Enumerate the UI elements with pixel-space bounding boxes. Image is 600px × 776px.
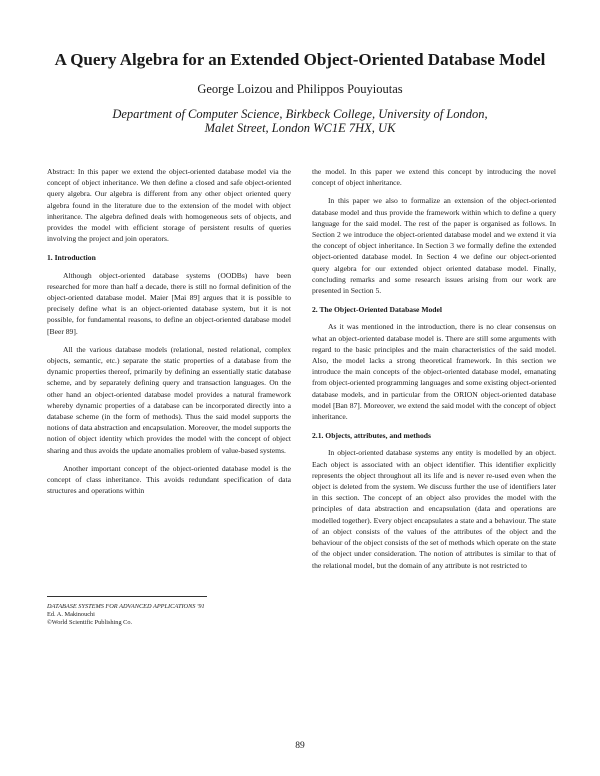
footnote (47, 603, 287, 627)
page-number: 89 (295, 741, 305, 751)
left-column (47, 166, 291, 503)
affiliation-line: Department of Computer Science, Birkbeck College, University of London, (112, 107, 488, 121)
footnote-rule (47, 596, 207, 597)
authors: George Loizou and Philippos Pouyioutas (197, 82, 403, 96)
paragraph: All the various database models (relational, nested relational, complex objects, semantic, etc.) separate the static properties of a database from the dynamic properties thereof, primarily by defining an essentially static database scheme, and by separately defining query and transaction languages. On the other hand an object-oriented database model provides a natural framework whereby dynamic properties of a database can be incorporated directly into a database scheme (in the form of methods). Thus the said model supports the notions of data abstraction and encapsulation. Moreover, the model supports the notion of object identity which provides the model with the concept of object sharing and thus avoids the update anomalies problem of value-based systems. (47, 344, 291, 455)
paragraph: In this paper we also to formalize an extension of the object-oriented database model and thus provide the framework within which to define a query language for the said model. The rest of the paper is organised as follows. In Section 2 we introduce the object-oriented database model and we extend it via the concept of object inheritance. In Section 3 we formally define the extended object-oriented database model. In Section 4 we define our object-oriented query algebra for our extended object oriented database model. Finally, concluding remarks and some research issues arising from our work are presented in Section 5. (312, 196, 556, 296)
abstract: Abstract: In this paper we extend the object-oriented database model via the concept of object inheritance. We then define a closed and safe object-oriented query algebra. Our algebra is different from any other object oriented query algebra found in the literature due to the extension of the model with object inheritance. The algebra defined deals with homogeneous sets of objects, and provides the model with efficient storage of persistent results of queries involving the project and join operators. (47, 167, 291, 244)
paragraph: Another important concept of the object-oriented database model is the concept of class inheritance. This avoids redundant specification of data structures and operations within (47, 463, 291, 496)
section-heading: 2. The Object-Oriented Database Model (312, 305, 442, 315)
right-column (312, 166, 556, 578)
paragraph: In object-oriented database systems any entity is modelled by an object. Each object is associated with an object identifier. This identifier explicitly represents the object throughout all its life and is never re-used even when the object is deleted from the system. We discuss further the use of identifiers later in this section. The concept of an object also provides the model with the principles of data abstraction and encapsulation (data and operations are modelled together). Every object encapsulates a state and a behaviour. The state of an object consists of the values of the attributes of the object and the behaviour of the object consists of the set of methods which operate on the state of the object under consideration. The notion of attributes is similar to that of the relational model, but the domain of any attribute is not restricted to (312, 448, 556, 570)
affiliation (60, 107, 540, 135)
footnote-line: Ed. A. Makinouchi (47, 611, 95, 618)
paragraph: Although object-oriented database systems (OODBs) have been researched for more than half a decade, there is still no formal definition of the object-oriented database model. Maier [Mai 89] argues that it is possible to precisely define what is an object-oriented database system, but it is not possible, for fundamental reasons, to define an object-oriented database model [Beer 89]. (47, 270, 291, 336)
section-heading: 2.1. Objects, attributes, and methods (312, 431, 431, 441)
paper-title: A Query Algebra for an Extended Object-Oriented Database Model (54, 50, 546, 69)
paragraph: the model. In this paper we extend this concept by introducing the novel concept of object inheritance. (312, 167, 556, 188)
footnote-line: ©World Scientific Publishing Co. (47, 619, 133, 626)
affiliation-line: Malet Street, London WC1E 7HX, UK (204, 121, 396, 135)
footnote-line: DATABASE SYSTEMS FOR ADVANCED APPLICATIONS '91 (47, 603, 205, 610)
section-heading: 1. Introduction (47, 253, 96, 263)
paragraph: As it was mentioned in the introduction, there is no clear consensus on what an object-oriented database model is. There are still some arguments with regard to the basic principles and the main characteristics of the said model. Also, the model lacks a strong theoretical framework. In this section we introduce the main concepts of the object-oriented database model, emanating from object-oriented programming languages and some existing object-oriented database models, and in particular from the ORION object-oriented database model [Ban 87]. Moreover, we extend the said model with the concept of object inheritance. (312, 322, 556, 422)
